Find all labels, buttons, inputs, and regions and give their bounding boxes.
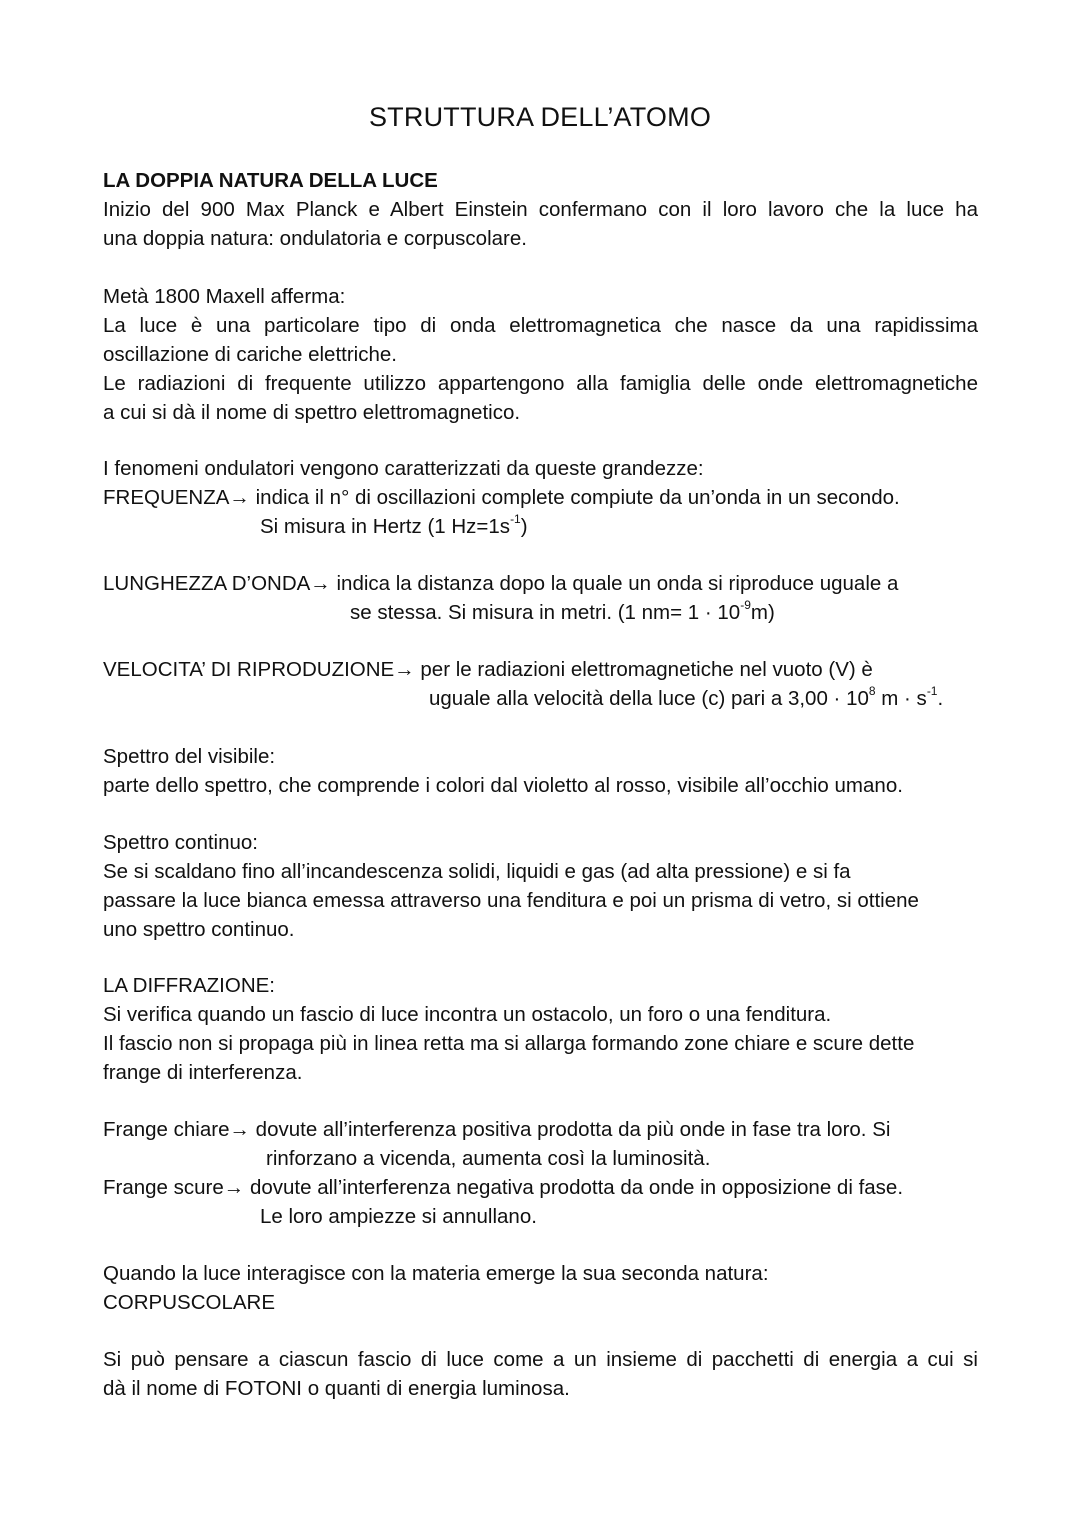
paragraph-line: Le radiazioni di frequente utilizzo appartengono alla famiglia delle onde elettromagnetiche xyxy=(103,372,978,395)
section-frange xyxy=(103,1115,978,1231)
paragraph-line: Il fascio non si propaga più in linea retta ma si allarga formando zone chiare e scure dette xyxy=(103,1032,915,1055)
paragraph-line: Inizio del 900 Max Planck e Albert Einstein confermano con il loro lavoro che la luce ha xyxy=(103,198,978,221)
text-segment: ) xyxy=(520,515,528,538)
paragraph-line: uno spettro continuo. xyxy=(103,918,295,941)
text-segment: m) xyxy=(750,601,775,624)
paragraph-line: Se si scaldano fino all’incandescenza solidi, liquidi e gas (ad alta pressione) e si fa xyxy=(103,860,851,883)
paragraph-intro: Metà 1800 Maxell afferma: xyxy=(103,285,346,308)
frange-scure-line-2: Le loro ampiezze si annullano. xyxy=(260,1205,537,1228)
section-heading: LA DOPPIA NATURA DELLA LUCE xyxy=(103,169,438,192)
paragraph-line: Si può pensare a ciascun fascio di luce come a un insieme di pacchetti di energia a cui si xyxy=(103,1348,978,1371)
superscript: -1 xyxy=(926,684,938,699)
frange-chiare-line: Frange chiare→ dovute all’interferenza positiva prodotta da più onde in fase tra loro. Si xyxy=(103,1118,891,1141)
section-maxwell xyxy=(103,282,978,427)
paragraph-line: a cui si dà il nome di spettro elettromagnetico. xyxy=(103,401,521,424)
section-velocita xyxy=(103,655,978,713)
superscript: -9 xyxy=(740,598,751,613)
paragraph-line: La luce è una particolare tipo di onda elettromagnetica che nasce da una rapidissima xyxy=(103,314,978,337)
section-fotoni xyxy=(103,1345,978,1403)
paragraph-line: Quando la luce interagisce con la materia emerge la sua seconda natura: xyxy=(103,1262,769,1285)
velocita-value-line xyxy=(103,684,978,713)
text-segment: se stessa. Si misura in metri. (1 nm= 1 · 10 xyxy=(350,601,741,624)
frange-scure-line: Frange scure→ dovute all’interferenza negativa prodotta da onde in opposizione di fase. xyxy=(103,1176,904,1199)
lunghezza-unit-line xyxy=(103,598,978,627)
text-segment: m · s xyxy=(875,687,927,710)
text-segment: Si misura in Hertz (1 Hz=1s xyxy=(260,515,511,538)
text-segment: uguale alla velocità della luce (c) pari a 3,00 · 10 xyxy=(429,687,869,710)
section-continuo xyxy=(103,828,978,944)
section-grandezze xyxy=(103,454,978,541)
frange-chiare-line-2: rinforzano a vicenda, aumenta così la luminosità. xyxy=(266,1147,711,1170)
page-title: STRUTTURA DELL’ATOMO xyxy=(368,102,712,132)
frequenza-unit-line xyxy=(103,512,978,541)
section-doppia-natura xyxy=(103,166,978,253)
paragraph-line: passare la luce bianca emessa attraverso una fenditura e poi un prisma di vetro, si ottiene xyxy=(103,889,919,912)
section-heading: Spettro del visibile: xyxy=(103,745,276,768)
paragraph-line: Si verifica quando un fascio di luce incontra un ostacolo, un foro o una fenditura. xyxy=(103,1003,832,1026)
section-lunghezza xyxy=(103,569,978,627)
superscript: -1 xyxy=(510,512,521,527)
text-segment: . xyxy=(937,687,944,710)
section-corpuscolare xyxy=(103,1259,978,1317)
paragraph-line: CORPUSCOLARE xyxy=(103,1291,276,1314)
paragraph-intro: I fenomeni ondulatori vengono caratterizzati da queste grandezze: xyxy=(103,457,704,480)
paragraph-line: frange di interferenza. xyxy=(103,1061,303,1084)
paragraph-line: una doppia natura: ondulatoria e corpuscolare. xyxy=(103,227,527,250)
paragraph-line: oscillazione di cariche elettriche. xyxy=(103,343,397,366)
section-heading: LA DIFFRAZIONE: xyxy=(103,974,275,997)
section-diffrazione xyxy=(103,971,978,1087)
lunghezza-line: LUNGHEZZA D’ONDA→ indica la distanza dopo la quale un onda si riproduce uguale a xyxy=(103,572,899,595)
section-heading: Spettro continuo: xyxy=(103,831,258,854)
velocita-line: VELOCITA’ DI RIPRODUZIONE→ per le radiazioni elettromagnetiche nel vuoto (V) è xyxy=(103,658,873,681)
section-visibile xyxy=(103,742,978,800)
paragraph-line: parte dello spettro, che comprende i colori dal violetto al rosso, visibile all’occhio umano. xyxy=(103,774,903,797)
paragraph-line: dà il nome di FOTONI o quanti di energia luminosa. xyxy=(103,1377,570,1400)
frequenza-line: FREQUENZA→ indica il n° di oscillazioni complete compiute da un’onda in un secondo. xyxy=(103,486,900,509)
superscript: 8 xyxy=(868,684,876,699)
